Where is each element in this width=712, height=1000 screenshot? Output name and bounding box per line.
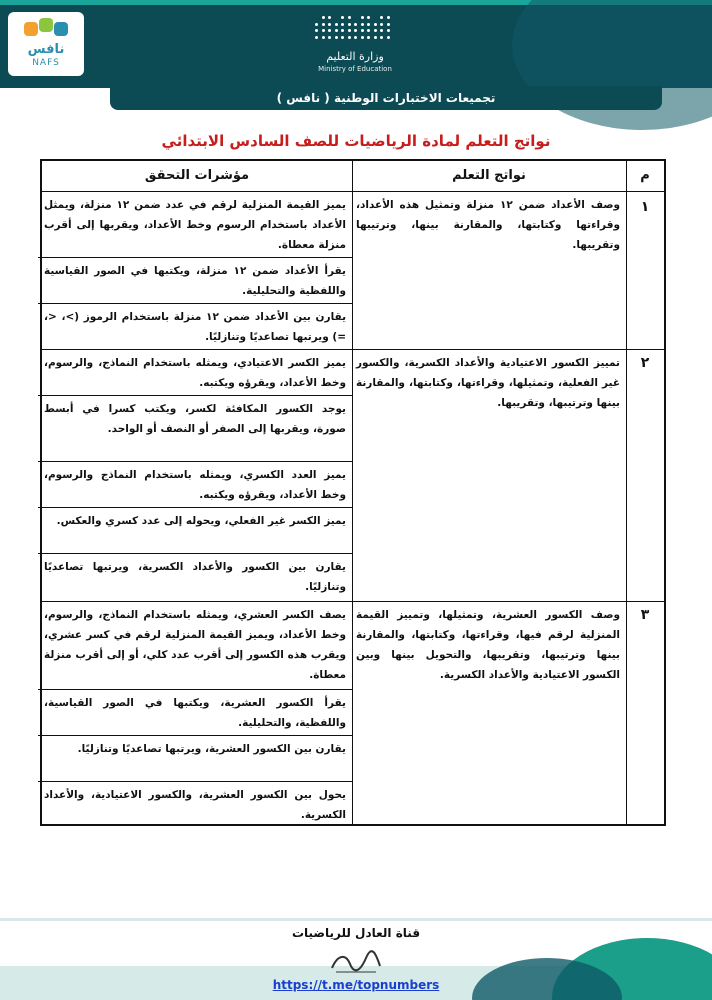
signature-logo (326, 948, 386, 976)
column-outcomes (352, 161, 626, 824)
ministry-logo-dot (335, 23, 338, 26)
ministry-logo-dot (380, 36, 383, 39)
indicator-divider (38, 303, 352, 304)
row-number: ٣ (640, 607, 650, 623)
ministry-logo-dot (361, 36, 364, 39)
ministry-logo-dot (322, 29, 325, 32)
indicator-item: يقارن بين الكسور والأعداد الكسرية، ويرتبها تصاعديًا وتنازليًا. (44, 561, 346, 593)
indicator-item: يميز الكسر غير الفعلي، ويحوله إلى عدد كسري والعكس. (56, 515, 346, 527)
ministry-logo-dot (315, 36, 318, 39)
ministry-logo-dot (367, 36, 370, 39)
ministry-logo-dot (374, 23, 377, 26)
ministry-logo-dot (322, 36, 325, 39)
ministry-logo-dot (341, 16, 344, 19)
indicator-divider (38, 395, 352, 396)
ministry-logo-dot (348, 16, 351, 19)
indicator-item: يقارن بين الأعداد ضمن ١٢ منزلة باستخدام الرموز (>، <، =) ويرتبها تصاعديًا وتنازليًا. (44, 311, 347, 343)
ministry-logo-dot (387, 29, 390, 32)
ministry-logo-dot (335, 29, 338, 32)
indicator-divider (38, 553, 352, 554)
indicator-divider (38, 461, 352, 462)
indicator-item: يميز القيمة المنزلية لرقم في عدد ضمن ١٢ منزلة، ويمثل الأعداد باستخدام الرسوم وخط الأعداد، ويقربها إلى أقرب منزلة معطاة. (44, 199, 346, 251)
header-band (0, 0, 712, 88)
ministry-logo-dot (387, 23, 390, 26)
header-curve (512, 0, 712, 130)
ministry-logo-dot (328, 23, 331, 26)
ministry-logo-dot (335, 36, 338, 39)
row-number: ٢ (640, 355, 650, 371)
channel-name: قناة العادل للرياضيات (291, 926, 421, 940)
ministry-logo-dot (315, 23, 318, 26)
indicator-item: يميز العدد الكسري، ويمثله باستخدام النماذج والرسوم، وخط الأعداد، ويقرؤه ويكتبه. (44, 469, 346, 501)
ministry-logo-dot (354, 29, 357, 32)
ministry-logo-dot (328, 36, 331, 39)
row-outcome: وصف الأعداد ضمن ١٢ منزلة وتمثيل هذه الأعداد، وقراءتها وكتابتها، والمقارنة بينها، وترتيبها وتقريبها. (356, 199, 620, 251)
indicator-item: يقرأ الأعداد ضمن ١٢ منزلة، ويكتبها في الصور القياسية واللفظية والتحليلية. (44, 265, 347, 297)
ministry-logo-dot (361, 29, 364, 32)
telegram-link[interactable]: https://t.me/topnumbers (272, 978, 440, 992)
ministry-logo-dot (341, 29, 344, 32)
page-title: نواتج التعلم لمادة الرياضيات للصف السادس الابتدائي (161, 132, 551, 150)
outcomes-table (40, 159, 666, 826)
ministry-logo-dot (380, 16, 383, 19)
ministry-logo-dot (315, 29, 318, 32)
ministry-logo-dot (341, 23, 344, 26)
nafs-logo-icon (24, 18, 68, 40)
ministry-logo-dot (374, 36, 377, 39)
ministry-logo-dot (348, 36, 351, 39)
indicator-divider (38, 257, 352, 258)
indicator-item: يقارن بين الكسور العشرية، ويرتبها تصاعديًا وتنازليًا. (77, 743, 346, 755)
row-outcome: وصف الكسور العشرية، وتمثيلها، وتمييز القيمة المنزلية لرقم فيها، وقراءتها، وكتابتها، والمقارنة بينها وترتيبها، وتقريبها، والتحويل بينها وبين الكسور الاعتيادية والأعداد الكسرية. (356, 609, 620, 681)
column-number (626, 161, 664, 824)
ministry-logo-dot (380, 29, 383, 32)
row-number: ١ (640, 199, 650, 215)
ministry-logo-dot (354, 36, 357, 39)
ministry-logo-dot (387, 36, 390, 39)
header-indicators: مؤشرات التحقق (144, 168, 250, 183)
footer-divider (0, 918, 712, 921)
ministry-logo-dot (367, 16, 370, 19)
tests-title-bar: تجميعات الاختبارات الوطنية ( نافس ) (110, 86, 662, 110)
indicator-item: يوجد الكسور المكافئة لكسر، ويكتب كسرا في أبسط صورة، ويقربها إلى الصفر أو النصف أو الواحد. (44, 403, 346, 435)
ministry-logo (300, 16, 410, 73)
ministry-logo-dot (328, 16, 331, 19)
ministry-logo-dot (387, 16, 390, 19)
header-num: م (640, 168, 650, 183)
ministry-logo-icon (315, 16, 395, 42)
ministry-logo-dot (354, 23, 357, 26)
ministry-logo-dot (322, 23, 325, 26)
row-outcome: تمييز الكسور الاعتيادية والأعداد الكسرية، والكسور غير الفعلية، وتمثيلها، وقراءتها، وكتابتها، والمقارنة بينها وترتيبها، وتقريبها. (356, 357, 620, 409)
indicator-divider (38, 781, 352, 782)
ministry-logo-dot (361, 16, 364, 19)
ministry-logo-dot (341, 36, 344, 39)
indicator-item: يميز الكسر الاعتيادي، ويمثله باستخدام النماذج، والرسوم، وخط الأعداد، ويقرؤه ويكتبه. (44, 357, 346, 389)
indicator-item: يحول بين الكسور العشرية، والكسور الاعتيادية، والأعداد الكسرية. (44, 789, 346, 821)
ministry-logo-dot (348, 23, 351, 26)
ministry-logo-dot (367, 23, 370, 26)
ministry-logo-dot (380, 23, 383, 26)
row-divider (42, 349, 664, 350)
indicator-item: يصف الكسر العشري، ويمثله باستخدام النماذج، والرسوم، وخط الأعداد، ويميز القيمة المنزلية لرقم في كسر عشري، ويقرب هذه الكسور إلى أقرب عدد كلي، أو إلى أقرب منزلة معطاة. (44, 609, 346, 681)
header-divider (42, 191, 664, 192)
nafs-logo (8, 12, 84, 76)
row-divider (42, 601, 664, 602)
ministry-logo-dot (374, 29, 377, 32)
ministry-logo-dot (328, 29, 331, 32)
ministry-logo-dot (361, 23, 364, 26)
ministry-logo-dot (322, 16, 325, 19)
indicator-divider (38, 735, 352, 736)
nafs-logo-text-en: NAFS (32, 58, 60, 68)
indicator-divider (38, 507, 352, 508)
header-outcomes: نواتج التعلم (452, 168, 526, 183)
indicator-item: يقرأ الكسور العشرية، ويكتبها في الصور القياسية، واللفظية، والتحليلية. (44, 697, 346, 729)
ministry-name-ar: وزارة التعليم (326, 50, 384, 63)
indicator-divider (38, 689, 352, 690)
ministry-logo-dot (348, 29, 351, 32)
nafs-logo-text-ar: نافس (27, 42, 65, 57)
ministry-name-en: Ministry of Education (318, 65, 392, 73)
ministry-logo-dot (367, 29, 370, 32)
